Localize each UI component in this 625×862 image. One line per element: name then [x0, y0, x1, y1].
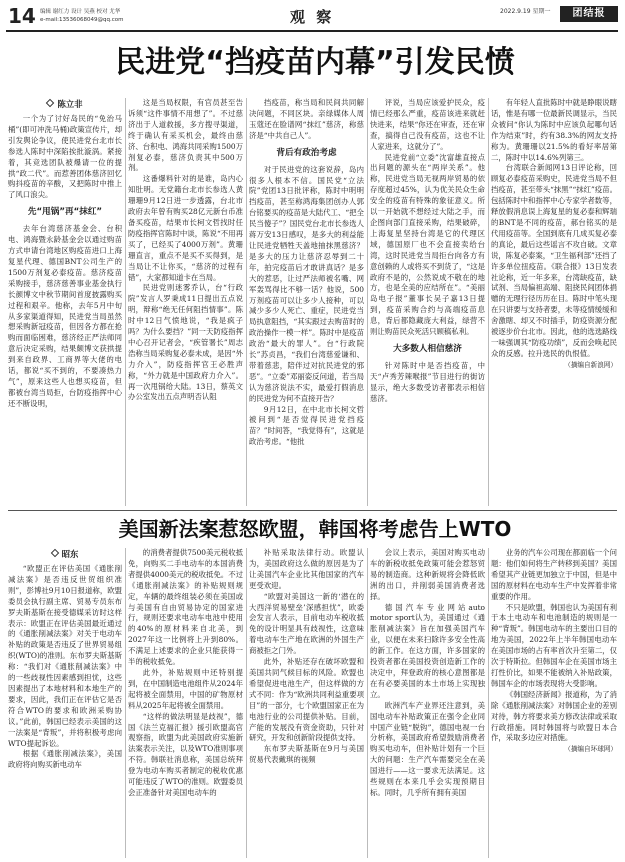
article1-subhead-2: 背后有政治考虑 — [276, 147, 337, 158]
article1-column-1 — [8, 98, 122, 506]
paragraph: 《韩国经济新闻》报道称，为了消除《通胀削减法案》对韩国企业的差别对待，韩方将要求美方修改法律或采取行政措施。同时韩国将与欧盟日本合作，采取多边应对措施。 — [491, 689, 617, 743]
column-divider — [367, 98, 368, 506]
paragraph: 台湾联合新闻网13日评论称，回顾复必泰疫苗采购史，民进党当局不但挡疫苗，甚至带头“抹黑”“抹红”疫苗。包括陈时中和指挥中心专家学者数等，释放假消息误上海复星的复必泰和辉瑞的BNT是不同的疫苗，郝台铭买的是代用疫苗等。全国到底有几成买复必泰的真论，最后这些谣言不攻自破。文章说，陈复必泰案，“卫生福利部”还挡了许多单位扭疫苗。《联合报》13日发表社论称，近一年多来，台湾缺疫苗，缺试剂、当局偏袒高端、阻挠民间团体捐赠的无理行径历历在目。陈时中笔头现在只讲要与支持者要，未等疫情缓缓和舍激瞎、却又不时插手，防疫资源分配被逐步价台北市。因此，他的选选路线一味强调其“防疫功绩”，反而会唤起民众的反感。拉升选民的仇恨值。 — [491, 163, 617, 358]
article1-subhead-1: 先“甩锅”再“抹红” — [27, 207, 103, 218]
article2-headline: 美国新法案惹怒欧盟，韩国将考虑告上WTO — [118, 517, 512, 541]
paragraph: 此外，补贴还存在破坏欧盟和美国共同气候目标的风险。欧盟也希望促进电池生产，但这样做的方式不同：作为“欧洲共同利益重要项目”的一部分，七个欧盟国家正在为电池行业的公司提供补贴。目前，产能的发展没有资金资助，只针对研究，开发和创新阶段提供支持。 — [249, 657, 364, 743]
paragraph: 这番爆料针对的是谁，岛内心知肚明。无党籍台北市长参选人黄珊珊9月12日进一步透露，台北市政府去年曾有购买28亿元新台币准备买疫苗，结果市长柯文哲找时任防疫指挥官陈时中谈，陈说“不用再买了，已经买了4000万剂”。黄珊珊直言，重点不是买不买得到，是当局让不让你买，“慈济的过程有错”，大家都知道卡在当局。 — [128, 174, 243, 282]
article2-column-4 — [370, 548, 485, 858]
column-divider — [246, 98, 247, 506]
paragraph: 业务的汽车公司现在都面临一个问题：他们如何将生产转移到美国？美国希望其产业链更加独立于中国，但是中国的原材料在电动车生产中发挥着非常重要的作用。 — [491, 548, 617, 601]
page-header — [0, 0, 625, 34]
diamond-icon — [50, 549, 58, 557]
paragraph: 针对陈时中是否挡疫苗，中天“卢秀芳辣喉报”节目进行的街访显示，绝大多数受访者都表示相信慈济。 — [370, 360, 485, 403]
paragraph: 不只是欧盟，韩国也认为美国有利于本土电动车和电池制造的规则是一种“背叛”。韩国电动车的主要出口目的地为美国，2022年上半年韩国电动车在美国市场的占有率首次升至第二，仅次于特斯拉。但韩国车企在美国市场主打性价比，如果不能被纳入补贴政策，韩国车企的市场表现将大受影响。 — [491, 602, 617, 688]
article2-byline: 昭东 — [8, 548, 122, 560]
column-divider — [488, 548, 489, 858]
paragraph: 民进党前“立委”沈富雄直接点出问题的源头在“两岸关系”。他称，民进党当局无视两岸贸易的依存度超过45%，认为优关民众生命安全的疫苗有特殊的象征意义。所以一开始就不想经过大陆之手，而企图向部门直接采购，结果破碎，上海复星坚持台湾是它的代理区域，德国原厂也不会直接卖给台湾，这时民进党当局拒台向各方有意创赖的人或将买不到货了，“这是政府不是的，公然说成不敬在的地方，也是全美的应结所在”。“美丽岛电子报”董事长吴子嘉13日提到，疫苗采购合约与高端疫苗息息，背后都隐藏庞大利益，绿营不则让购苗民众死活只顾稿私利。 — [370, 152, 485, 337]
paragraph: 德国汽车专业网站auto motor sport认为，美国通过《通胀削减法案》旨在加强美国汽车业，以便在未来扫除许多安全性高的新工作。在这方面，许多国家的投资者都在美国投资创造新工作的决定中，拜登政府的核心意图都是在有必要美国的本土市场上实现独立。 — [370, 602, 485, 699]
paragraph: 这是当局权限，有官员甚至告诉须“这件事情不用想了”。不过慈济出于人道救援，多方搜寻渠道，终于确认有采买机会，最终由慈济、台积电、鸿海共同采购1500万剂复必泰，慈济负责其中500万剂。 — [128, 98, 243, 173]
paragraph: 的消费者提供7500美元税收抵免，向购买二手电动车的本国消费者提供4000美元的税收抵免。不过《通胀削减法案》的补贴规则规定，车辆的最终组装必须在美国或与美国有自由贸易协定的国家进行，规则还要求电动车电池中使用的40%的原材料来自北美，到2027年这一比例将上升到80%。不满足上述要求的企业只能获得一半的税收抵免。 — [128, 548, 243, 667]
page-number: 14 — [8, 4, 36, 28]
paragraph: 去年台湾慈济基金会、台积电、鸿海暨永龄基金会以通过购苗方式申请台湾地区购疫苗进口上海复星代理、德国BNT公司生产的1500万剂复必泰疫苗。慈济疫苗采购接手，慈济慈善事业基金执行长颜博文中秋节期间首度披露购买过程和艰辛。他称，去年5月中旬从多家渠道得知，民进党当局虽然想采购新冠疫苗，但因各方都在抢购而面临困难，慈济经正严法师同意后决定采购，结果颇博文获拱提到来自政界、工商界等大佬的电话，都说“买不到的，不要凑热力气”，原来这些人也想买疫苗，但都被台湾当局拒，台防疫指挥中心还不断设明， — [8, 224, 122, 408]
newspaper-logo: 团结报 — [560, 6, 618, 22]
article1-headline: 民进党“挡疫苗内幕”引发民愤 — [115, 45, 515, 80]
article2-column-5 — [491, 548, 617, 858]
paragraph: 根据《通胀削减法案》，美国政府将向购买新电动车 — [8, 749, 122, 770]
article1-byline: 陈立非 — [8, 98, 122, 110]
column-divider — [125, 98, 126, 506]
paragraph: 此外，补贴规则中还特别提到，在中国制造电池组件从2024年起将被全面禁用，中国的矿物原材料从2025年起将被全面禁用。 — [128, 667, 243, 710]
paragraph: 一个为了讨好岛民的“免治马桶”(即可冲洗马桶)政策宣传片，却引发舆论争议，使民进党台北市长参选人陈时中深陷挨批漩涡。紧接着，其竞选团队被爆请一位的提拱“政二代”。而惹善团体慈济回忆购抖疫苗的辛酸，又把陈时中推上了风口浪尖。 — [8, 114, 122, 200]
paragraph: 东布罗夫斯基斯在9月与美国贸易代表戴琪的视频 — [249, 744, 364, 765]
email-line: e-mail:13536068049@qq.com — [40, 17, 124, 23]
issue-date: 2022.9.19 星期一 — [500, 8, 551, 15]
paragraph: 对于民进党的这套说辞，岛内很多人根本不信。国民党“立法院”党团13日批评称，陈时中明明挡疫苗，甚至称鸿海集团创办人郭台铭要买的疫苗是大陆代工、“把全民当傻子”？国民党台北市长参选人蒋万安13日感叹，是多大的利益能让民进党牺牲天盖地抽抹黑慈济？是多大的压力让慈济忍辱到二十年，拍完疫苗后才敢讲真话？是多大的惹恶，让过严法师被名嘴、网军轰骂得比不够一话？他说，500万剂疫苗可以让多少人接种，可以减少多少人死亡、重症，民进党当局执意阻挡，“其实跟过去购苗时的政治操作一模一样”。陈时中是疫苗政治“最大的罪人”。台“行政院长”苏贞昌，“我们台湾慈爱谦和、带着慈悲，陪伴过对抗民进党的邪恶”。“立委”邓丽姿反问道，若当局认为慈济说法不实，最爱打假消息的民进党为何不直接开告？ — [249, 164, 364, 403]
paragraph: “欧盟对美国这一新的‘潜在的大西洋贸易壁垒’深感担忧”，欧委会发言人表示，目前电动车税收抵免的设计明显具有歧视性，这意味着电动车生产地在欧洲的外国生产商被拒之门外。 — [249, 591, 364, 656]
paragraph: 评说，当局应该爱护民众，疫情已经那么严重，疫苗该进来就赶快进来，结果“你还在审查，还在审查，搞得自己没有疫苗，这也不让人家进来，这就分了”。 — [370, 98, 485, 151]
article1-column-4 — [370, 98, 485, 506]
paragraph: 民进党则迷雾乔认，台“行政院”发言人罗秉成11日提出五点说明，辩称“绝无任何阻挡情事”。陈时中12日气愤地说，“我是疯子吗？为什么要挡？”同一天防疫指挥中心召开记者会，“疾管署长”周志浩称当局采购复必泰未成，是因“外力介入”，防疫指挥官王必胜声称，“外力就是中国政府力介入”。再一次甩锅给大陆。13日，蔡英文办公室发出五点声明否认阻 — [128, 283, 243, 402]
article1-column-2 — [128, 98, 243, 506]
article1-subhead-3: 大多数人相信慈济 — [393, 343, 462, 354]
diamond-icon — [46, 99, 54, 107]
header-divider — [6, 30, 618, 32]
column-divider — [125, 548, 126, 858]
paragraph: “欧盟正在评估美国《通胀削减法案》是否违反世贸组织准则”，彭博社9月10日报道称，欧盟委员会执行副主席、贸易专员东布罗夫斯基斯在接受德媒采访时这样表示：欧盟正在评估美国最近通过的《通胀削减法案》对关于电动车补贴的政策是否违反了世界贸易组织(WTO)的准则。东布罗夫斯基斯称：“我们对《通胀削减法案》中的一些歧视性因素感到担忧，这些因素提出了本地材料和本地生产的要求，因此，我们正在评估它是否符合WTO的要求和欧洲采购协议。”此前，韩国已经表示美国的这一法案是“背叛”，并将积极考虑向WTO提起诉讼。 — [8, 564, 122, 748]
column-divider — [488, 98, 489, 506]
article1-source: （摘编自新浪网） — [564, 360, 617, 369]
article2-column-1 — [8, 548, 122, 858]
article-separator — [8, 510, 617, 511]
section-title: 观 察 — [290, 8, 335, 26]
article2-source: （摘编自环球网） — [564, 745, 617, 754]
editor-line: 编辑 谢红力 设计 吴燕 校对 尤华 — [40, 9, 121, 15]
paragraph: 9月12日，在中北市长柯文哲被问到“是否觉得民进党挡疫苗？”时间答，“我觉得有”，这就是政治考虑。“他批 — [249, 404, 364, 447]
paragraph: 有年轻人直批陈时中就是睁眼说瞎话，惟是有哪一位最新民调显示，当民众被问“你认为陈时中应该负起哪句话作为结束”时，约有38.3%的网友支持称为。黄珊珊以21.5%的看好率居第二，陈时中以14.6%列第三。 — [491, 98, 617, 162]
article1-column-3 — [249, 98, 364, 506]
column-divider — [246, 548, 247, 858]
paragraph: 挡疫苗，称当局和民间共同解决问题，不同区块。亲绿媒体人周玉蔻还在脸谱网“抹红”慈济，称慈济是“中共自己人”。 — [249, 98, 364, 140]
article2-column-3 — [249, 548, 364, 858]
article1-column-5 — [491, 98, 617, 506]
paragraph: 会议上表示，美国对购买电动车的新税收抵免政策可能会惹怒贸易的制造商。这种新规将会降低欧洲的出口，并削弱美国消费者选择。 — [370, 548, 485, 601]
paragraph: “这样的做法明显是歧视”，德国《法兰克福汇报》援引欧盟高官观察指，欧盟为此美国政府实施新法案表示关注，以及WTO准则事项不符。韩联社消息称，美国总统拜登为电动车购买者制定的税收优惠可能违反了WTO的准则。欧盟委员会正准备针对美国电动车的 — [128, 711, 243, 797]
paragraph: 欧洲汽车产业界还注意到，美国电动车补贴政策正在强令企业同中国产业链“脱钩”，德国电视一台分析称，美国政府希望鼓励消费者购买电动车，但补贴计划有一个巨大的问题：生产汽车需要完全在美国进行——这一要求无法满足。这些规则在本来几乎会实现预期目标。同时，几乎所有拥有美国 — [370, 700, 485, 797]
paragraph: 补贴采取法律行动。欧盟认为，美国政府这么做的原因是为了让美国汽车企业比其他国家的汽车更受欢迎。 — [249, 548, 364, 590]
article2-column-2 — [128, 548, 243, 858]
editor-credits — [40, 8, 190, 24]
column-divider — [367, 548, 368, 858]
